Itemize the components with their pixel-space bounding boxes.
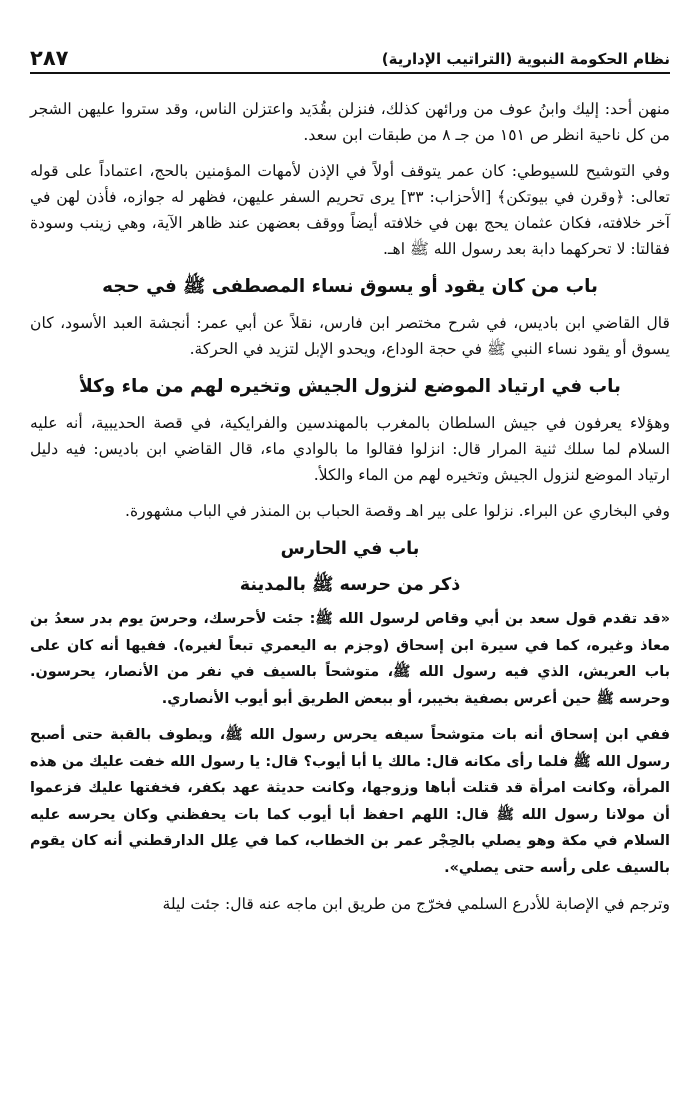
quoted-paragraph: «قد تقدم قول سعد بن أبي وقاص لرسول الله ﷺ: جئت لأحرسك، وحرسَ يوم بدر سعدُ بن معاذ وغيره، كما في سيرة ابن إسحاق (وجزم به اليعمري تبعاً لغيره). ففيها أنه كان على باب العريش، الذي فيه رسول الله ﷺ، متوشحاً بالسيف في نفر من الأنصار، يحرسون. وحرسه ﷺ حين أعرس بصفية بخيبر، أو ببعض الطريق أبو أيوب الأنصاري.: [30, 611, 670, 707]
paragraph: وفي التوشيح للسيوطي: كان عمر يتوقف أولاً في الإذن لأمهات المؤمنين بالحج، اعتماداً على قوله تعالى: ﴿وقرن في بيوتكن﴾ [الأحزاب: ٣٣] يرى تحريم السفر عليهن، فظهر له جوازه، فأذن لهن في آخر خلافته، فكان عثمان يحج بهن في خلافته أيضاً ووقف بعضهن عند ظاهر الآية، وهي زينب وسودة فقالتا: لا تحركهما دابة بعد رسول الله ﷺ اهـ.: [30, 162, 670, 258]
running-title: نظام الحكومة النبوية (التراتيب الإدارية): [381, 50, 670, 68]
paragraph: منهن أحد: إليك وابنُ عوف من ورائهن كذلك، فنزلن بقُدَيد واعتزلن الناس، وقد ستروا عليهن الشجر من كل ناحية انظر ص ١٥١ من جـ ٨ من طبقات ابن سعد.: [30, 100, 670, 144]
section-heading: باب في ارتياد الموضع لنزول الجيش وتخيره لهم من ماء وكلأ: [79, 376, 621, 397]
quoted-paragraph: ففي ابن إسحاق أنه بات متوشحاً سيفه يحرس رسول الله ﷺ، ويطوف بالقبة حتى أصبح رسول الله ﷺ فلما رأى مكانه قال: مالك يا أبا أيوب؟ قال: يا رسول الله خفت عليك من هذه المرأة، وكانت امرأة قد قتلت أباها وزوجها، وكانت حديثة عهد بكفر، فخفتها عليك فزعموا أن مولانا رسول الله ﷺ قال: اللهم احفظ أبا أيوب كما بات يحفظني وكان يحرسه عليه السلام في مكة وهو يصلي بالحِجْر عمر بن الخطاب، كما في عِلل الدارقطني أنه كان يقوم بالسيف على رأسه حتى يصلي».: [30, 727, 670, 876]
paragraph: وهؤلاء يعرفون في جيش السلطان بالمغرب بالمهندسين والفرايكية، في قصة الحديبية، أنه عليه السلام لما سلك ثنية المرار قال: انزلوا فقالوا ما بالوادي ماء، قال القاضي ابن باديس: فيه دليل ارتياد الموضع لنزول الجيش وتخيره لهم من الماء والكلأ.: [30, 414, 670, 484]
book-page: [30, 38, 670, 1088]
paragraph: قال القاضي ابن باديس، في شرح مختصر ابن فارس، نقلاً عن أبي عمر: أنجشة العبد الأسود، كان يسوق أو يقود نساء النبي ﷺ في حجة الوداع، ويحدو الإبل لتزيد في الحركة.: [30, 314, 670, 358]
page-number: ٢٨٧: [30, 46, 69, 70]
running-header: [30, 38, 670, 74]
section-heading: باب من كان يقود أو يسوق نساء المصطفى ﷺ في حجه: [102, 276, 598, 297]
paragraph: وفي البخاري عن البراء. نزلوا على بير اهـ وقصة الحباب بن المنذر في الباب مشهورة.: [125, 502, 670, 520]
subsection-heading: ذكر من حرسه ﷺ بالمدينة: [239, 575, 461, 595]
page-body: [30, 96, 670, 917]
section-heading: باب في الحارس: [280, 539, 420, 559]
paragraph: وترجم في الإصابة للأدرع السلمي فخرّج من طريق ابن ماجه عنه قال: جئت ليلة: [162, 895, 670, 913]
